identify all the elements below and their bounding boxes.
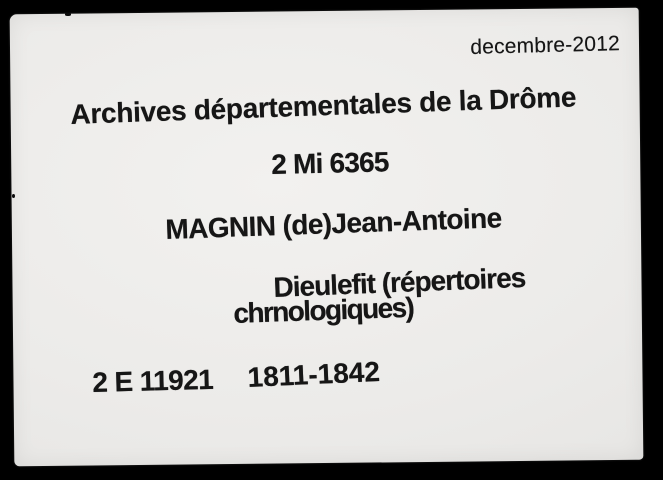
series-reference: 2 E 11921 (91, 363, 214, 398)
person-name: MAGNIN (de)Jean-Antoine (164, 202, 503, 245)
microfilm-reference: 2 Mi 6365 (270, 146, 389, 180)
institution-name: Archives départementales de la Drôme (69, 81, 577, 130)
description-line-1: Dieulefit (répertoires (272, 261, 526, 303)
description-line-2: chrnologiques) (232, 291, 414, 329)
date-stamp: decembre-2012 (469, 32, 621, 59)
year-range: 1811-1842 (246, 355, 381, 393)
